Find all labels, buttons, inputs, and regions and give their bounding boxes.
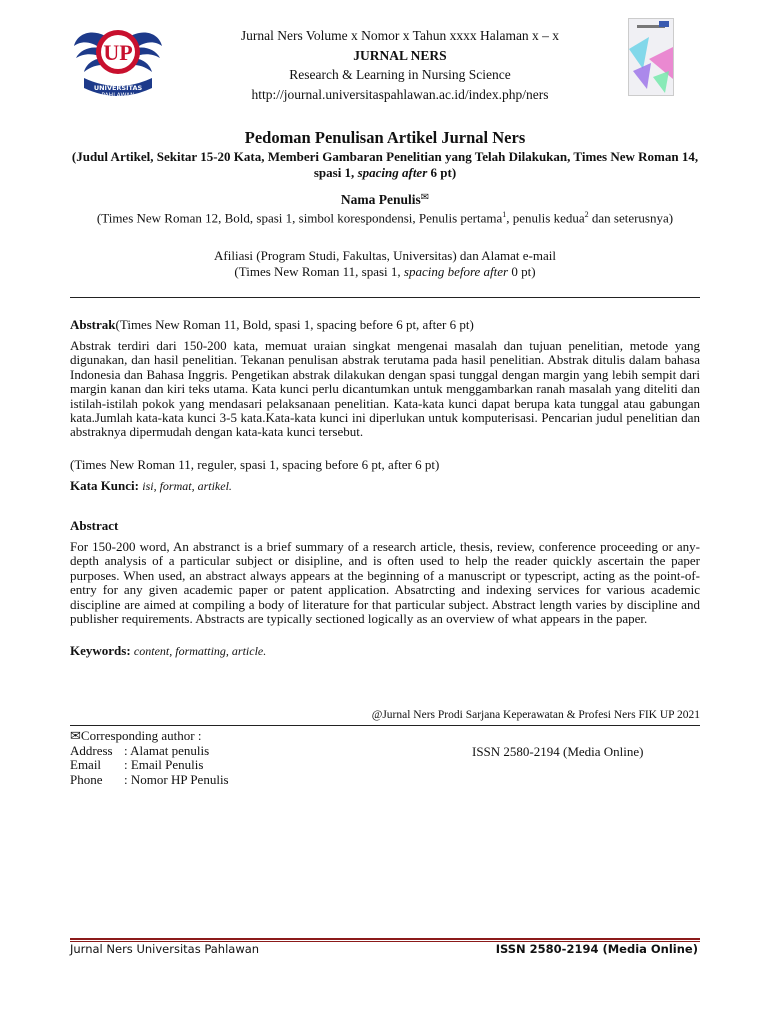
keywords-value: content, formatting, article.	[133, 644, 267, 658]
abstrak-heading	[70, 318, 700, 332]
corr-row-email	[70, 758, 700, 773]
author-note-text-2: , penulis kedua	[506, 210, 585, 226]
university-logo	[70, 16, 166, 102]
issn-media-online: ISSN 2580-2194 (Media Online)	[472, 744, 644, 759]
journal-url[interactable]: http://journal.universitaspahlawan.ac.id/index.php/ners	[251, 86, 549, 102]
svg-text:PAHLAWAN: PAHLAWAN	[101, 92, 135, 99]
corr-row-phone	[70, 773, 700, 788]
corr-key-email: Email	[70, 757, 102, 772]
kata-kunci-label: Kata Kunci:	[70, 478, 139, 493]
volume-line: Jurnal Ners Volume x Nomor x Tahun xxxx Halaman x – x	[240, 28, 560, 43]
copyright-line: @Jurnal Ners Prodi Sarjana Keperawatan & Profesi Ners FIK UP 2021	[371, 709, 700, 721]
journal-name: JURNAL NERS	[353, 47, 447, 63]
section-divider	[70, 297, 700, 298]
keywords-label: Keywords:	[70, 643, 131, 658]
affil-note-text: (Times New Roman 11, spasi 1,	[234, 264, 404, 279]
affil-note-text-end: 0 pt)	[508, 264, 536, 279]
abstrak-label-note: (Times New Roman 11, Bold, spasi 1, spacing before 6 pt, after 6 pt)	[115, 317, 474, 332]
corr-value-address: : Alamat penulis	[124, 742, 210, 758]
journal-cover-thumbnail	[628, 18, 674, 96]
corresponding-author-heading: ✉Corresponding author :	[70, 728, 202, 743]
author-sup-2: 2	[584, 210, 589, 219]
abstract-heading	[70, 519, 700, 533]
article-title: Pedoman Penulisan Artikel Jurnal Ners	[244, 128, 526, 147]
author-name-text: Nama Penulis	[340, 192, 421, 207]
copyright-divider	[70, 725, 700, 726]
journal-header	[170, 26, 630, 104]
abstract-body: For 150-200 word, An abstranct is a brief summary of a research article, thesis, review, conference proceeding or any-depth analysis of a particular subject or disipline, and is often used to help the reader quickly ascertain the paper purposes. When used, an abstract always appears at the beginning of a manuscript or typescript, acting as the point-of-entry for any given academic paper or patent application. Absatrcting and indexing services for various academic discipline are aimed at compiling a body of literature for that particular subject. Abstract length varies by discipline and publisher requirements. Abstracts are typically sectioned logically as an overview of what appears in the paper.	[70, 539, 700, 627]
affiliation	[70, 248, 700, 280]
corr-value-phone: : Nomor HP Penulis	[124, 771, 229, 787]
journal-tagline: Research & Learning in Nursing Science	[289, 67, 511, 82]
abstrak-label: Abstrak	[70, 317, 116, 332]
footer-rule	[70, 938, 700, 940]
author-name	[70, 192, 700, 208]
subtitle-text-end: 6 pt)	[427, 165, 457, 180]
kata-kunci	[70, 479, 700, 493]
kata-kunci-value: isi, format, artikel.	[142, 479, 232, 493]
subtitle-text: (Judul Artikel, Sekitar 15-20 Kata, Memberi Gambaran Penelitian yang Telah Dilakukan, Times New Roman 14, spasi 1,	[71, 149, 699, 180]
subtitle-italic: spacing after	[357, 165, 428, 180]
abstrak-format-note: (Times New Roman 11, reguler, spasi 1, spacing before 6 pt, after 6 pt)	[70, 457, 440, 472]
footer-issn: ISSN 2580-2194 (Media Online)	[495, 942, 698, 956]
svg-text:UNIVERSITAS: UNIVERSITAS	[93, 84, 143, 92]
footer-journal-name: Jurnal Ners Universitas Pahlawan	[70, 942, 260, 956]
affiliation-line: Afiliasi (Program Studi, Fakultas, Universitas) dan Alamat e-mail	[214, 248, 556, 263]
author-note-text: (Times New Roman 12, Bold, spasi 1, simbol korespondensi, Penulis pertama	[96, 210, 503, 226]
svg-text:UP: UP	[103, 40, 133, 65]
abstrak-body: Abstrak terdiri dari 150-200 kata, memuat uraian singkat mengenai masalah dan tujuan penelitian, metode yang digunakan, dan hasil penelitian. Tekanan penulisan abstrak terutama pada hasil penelitian. Abstrak ditulis dalam bahasa Indonesia dan Bahasa Inggris. Pengetikan abstrak dilakukan dengan spasi tunggal dengan margin yang lebih sempit dari margin kanan dan kiri teks utama. Kata kunci perlu dicantumkan untuk menggambarkan ranah masalah yang diteliti dan istilah-istilah pokok yang mendasari pelaksanaan penelitian. Kata-kata kunci dapat berupa kata tunggal atau gabungan kata.Jumlah kata-kata kunci 3-5 kata.Kata-kata kunci ini diperlukan untuk komputerisasi. Pencarian judul penelitian dan abstraknya dipermudah dengan kata-kata kunci tersebut.	[70, 338, 700, 440]
affil-note-italic: spacing before after	[403, 264, 509, 279]
abstract-label: Abstract	[70, 518, 119, 533]
author-note-text-3: dan seterusnya)	[588, 210, 674, 226]
article-subtitle	[70, 149, 700, 181]
corr-key-phone: Phone	[70, 771, 103, 787]
affiliation-format-note	[70, 264, 700, 280]
author-note	[90, 207, 680, 226]
corr-value-email: : Email Penulis	[124, 757, 204, 772]
envelope-icon: ✉	[420, 192, 430, 203]
keywords	[70, 644, 700, 658]
author-sup-1: 1	[502, 210, 507, 219]
corr-key-address: Address	[70, 742, 113, 758]
